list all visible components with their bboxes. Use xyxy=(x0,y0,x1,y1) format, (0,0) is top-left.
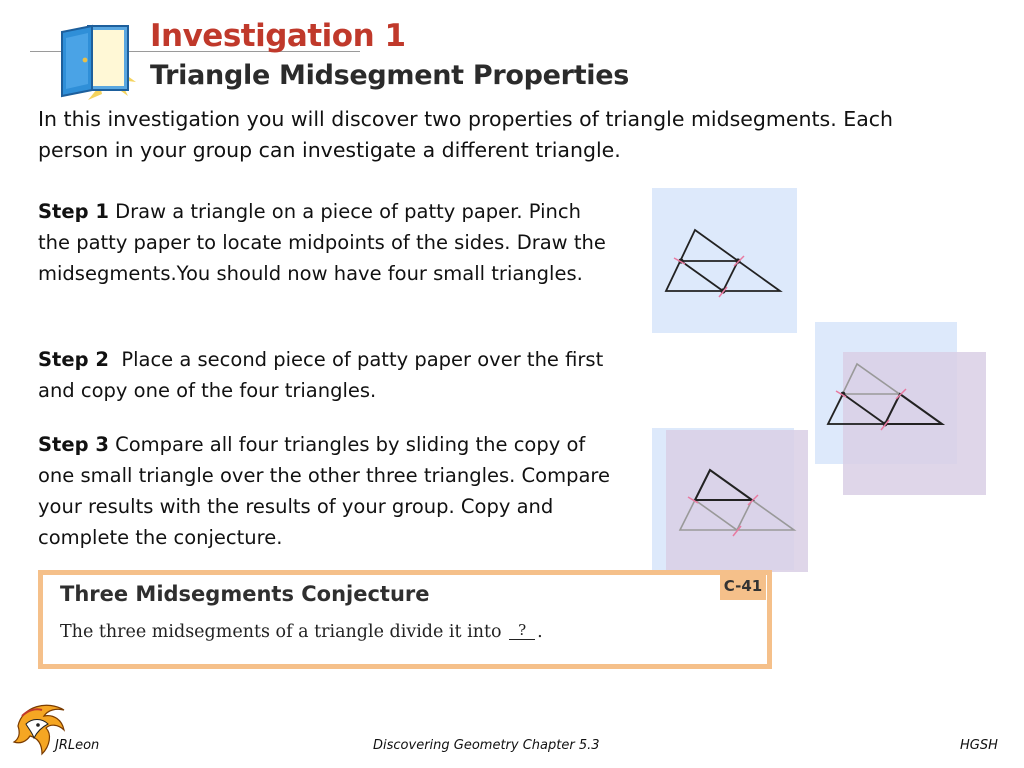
conjecture-period: . xyxy=(537,622,543,642)
footer-school: HGSH xyxy=(960,738,998,753)
step-1-label: Step 1 xyxy=(38,200,109,223)
step-2 xyxy=(38,344,613,406)
step-3 xyxy=(38,429,618,553)
step-1-figure xyxy=(652,188,797,333)
conjecture-blank: ? xyxy=(509,621,535,640)
step-2-text: Place a second piece of patty paper over the first and copy one of the four triangles. xyxy=(38,348,604,402)
investigation-title: Investigation 1 xyxy=(150,18,406,54)
intro-paragraph: In this investigation you will discover two properties of triangle midsegments. Each person in your group can investigate a different triangle. xyxy=(38,107,894,162)
conjecture-top-border xyxy=(38,570,772,575)
step-3-text: Compare all four triangles by sliding the copy of one small triangle over the other three triangles. Compare your results with the results of your group. Copy and complete the conjecture. xyxy=(38,433,611,549)
door-icon xyxy=(58,22,138,102)
step-3-figure xyxy=(652,428,810,574)
step-3-label: Step 3 xyxy=(38,433,109,456)
investigation-subtitle: Triangle Midsegment Properties xyxy=(150,60,630,91)
footer-author: JRLeon xyxy=(55,738,100,753)
step-1-text: Draw a triangle on a piece of patty paper. Pinch the patty paper to locate midpoints of the sides. Draw the midsegments.You should now have four small triangles. xyxy=(38,200,606,285)
step-1 xyxy=(38,196,613,289)
conjecture-statement xyxy=(60,622,543,642)
footer-book-chapter: Discovering Geometry Chapter 5.3 xyxy=(373,738,600,753)
step-2-label: Step 2 xyxy=(38,348,109,371)
conjecture-tag: C-41 xyxy=(720,572,766,600)
step-2-figure xyxy=(815,322,989,498)
conjecture-text: The three midsegments of a triangle divide it into xyxy=(60,622,502,642)
conjecture-title: Three Midsegments Conjecture xyxy=(60,582,430,606)
